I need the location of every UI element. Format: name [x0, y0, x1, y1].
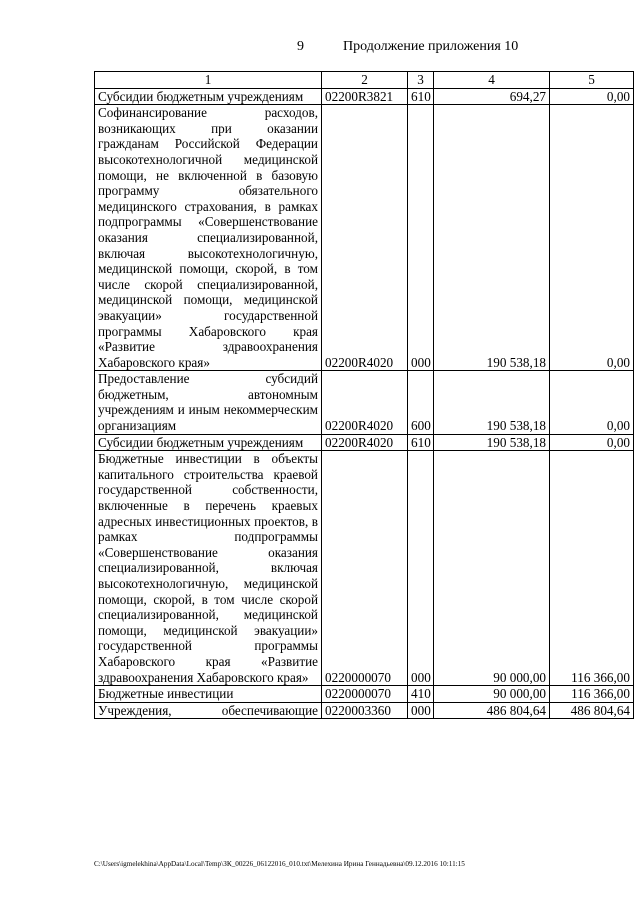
page-number: 9 — [297, 39, 304, 54]
target-article-code: 0220000070 — [322, 686, 408, 703]
expense-type-code: 610 — [408, 434, 434, 451]
expense-type-code: 000 — [408, 702, 434, 719]
row-description — [95, 702, 322, 719]
amount-value: 90 000,00 — [434, 451, 550, 686]
column-header: 1 — [95, 72, 322, 89]
row-description — [95, 105, 322, 371]
row-description — [95, 451, 322, 686]
expense-type-code: 600 — [408, 371, 434, 434]
table-row — [95, 702, 634, 719]
target-article-code: 02200R4020 — [322, 105, 408, 371]
expense-type-code: 000 — [408, 451, 434, 686]
amount-value: 90 000,00 — [434, 686, 550, 703]
target-article-code: 02200R4020 — [322, 371, 408, 434]
row-description-text: Софинансирование расходов, возникающих при оказании гражданам Российской Федерации высокотехнологичной медицинской помощи, не включенной в базовую программу обязательного медицинского страхования, в рамках подпрограммы «Совершенствование оказания специализированной, включая высокотехнологичную, медицинской помощи, скорой, в том числе скорой специализированной, медицинской помощи, медицинской эвакуации» государственной программы Хабаровского края «Развитие здравоохранения Хабаровского края» — [98, 105, 318, 370]
appendix-continuation-title: Продолжение приложения 10 — [343, 39, 519, 54]
file-path-footer: C:\Users\igmelekhina\AppData\Local\Temp\ЗК_00226_06122016_010.txt\Мелехина Ирина Геннадьевна\09.12.2016 10:11:15 — [94, 860, 465, 868]
row-description — [95, 686, 322, 703]
target-article-code: 02200R4020 — [322, 434, 408, 451]
table-header-row — [95, 72, 634, 89]
amount-value: 694,27 — [434, 88, 550, 105]
row-description-text: Учреждения, обеспечивающие — [98, 702, 318, 718]
column-header: 2 — [322, 72, 408, 89]
expense-type-code: 410 — [408, 686, 434, 703]
amount-value-2: 0,00 — [550, 88, 634, 105]
amount-value: 190 538,18 — [434, 105, 550, 371]
amount-value-2: 0,00 — [550, 105, 634, 371]
amount-value-2: 116 366,00 — [550, 451, 634, 686]
expense-type-code: 000 — [408, 105, 434, 371]
column-header: 4 — [434, 72, 550, 89]
table-row — [95, 88, 634, 105]
amount-value: 486 804,64 — [434, 702, 550, 719]
table-row — [95, 686, 634, 703]
target-article-code: 0220003360 — [322, 702, 408, 719]
target-article-code: 02200R3821 — [322, 88, 408, 105]
amount-value: 190 538,18 — [434, 434, 550, 451]
amount-value-2: 486 804,64 — [550, 702, 634, 719]
amount-value: 190 538,18 — [434, 371, 550, 434]
row-description-text: Бюджетные инвестиции в объекты капитального строительства краевой государственной собственности, включенные в перечень краевых адресных инвестиционных проектов, в рамках подпрограммы «Совершенствование оказания специализированной, включая высокотехнологичную, медицинской помощи, скорой, в том числе скорой специализированной, медицинской помощи, медицинской эвакуации» государственной программы Хабаровского края «Развитие здравоохранения Хабаровского края» — [98, 451, 318, 685]
row-description — [95, 434, 322, 451]
column-header: 5 — [550, 72, 634, 89]
target-article-code: 0220000070 — [322, 451, 408, 686]
row-description — [95, 88, 322, 105]
expense-type-code: 610 — [408, 88, 434, 105]
table-row — [95, 434, 634, 451]
table-row — [95, 371, 634, 434]
row-description — [95, 371, 322, 434]
amount-value-2: 116 366,00 — [550, 686, 634, 703]
amount-value-2: 0,00 — [550, 434, 634, 451]
row-description-text: Субсидии бюджетным учреждениям — [98, 434, 304, 450]
budget-table — [94, 71, 634, 719]
table-row — [95, 105, 634, 371]
row-description-text: Предоставление субсидий бюджетным, автономным учреждениям и иным некоммерческим организациям — [98, 371, 318, 434]
table-row — [95, 451, 634, 686]
row-description-text: Субсидии бюджетным учреждениям — [98, 88, 304, 104]
row-description-text: Бюджетные инвестиции — [98, 686, 234, 702]
column-header: 3 — [408, 72, 434, 89]
amount-value-2: 0,00 — [550, 371, 634, 434]
